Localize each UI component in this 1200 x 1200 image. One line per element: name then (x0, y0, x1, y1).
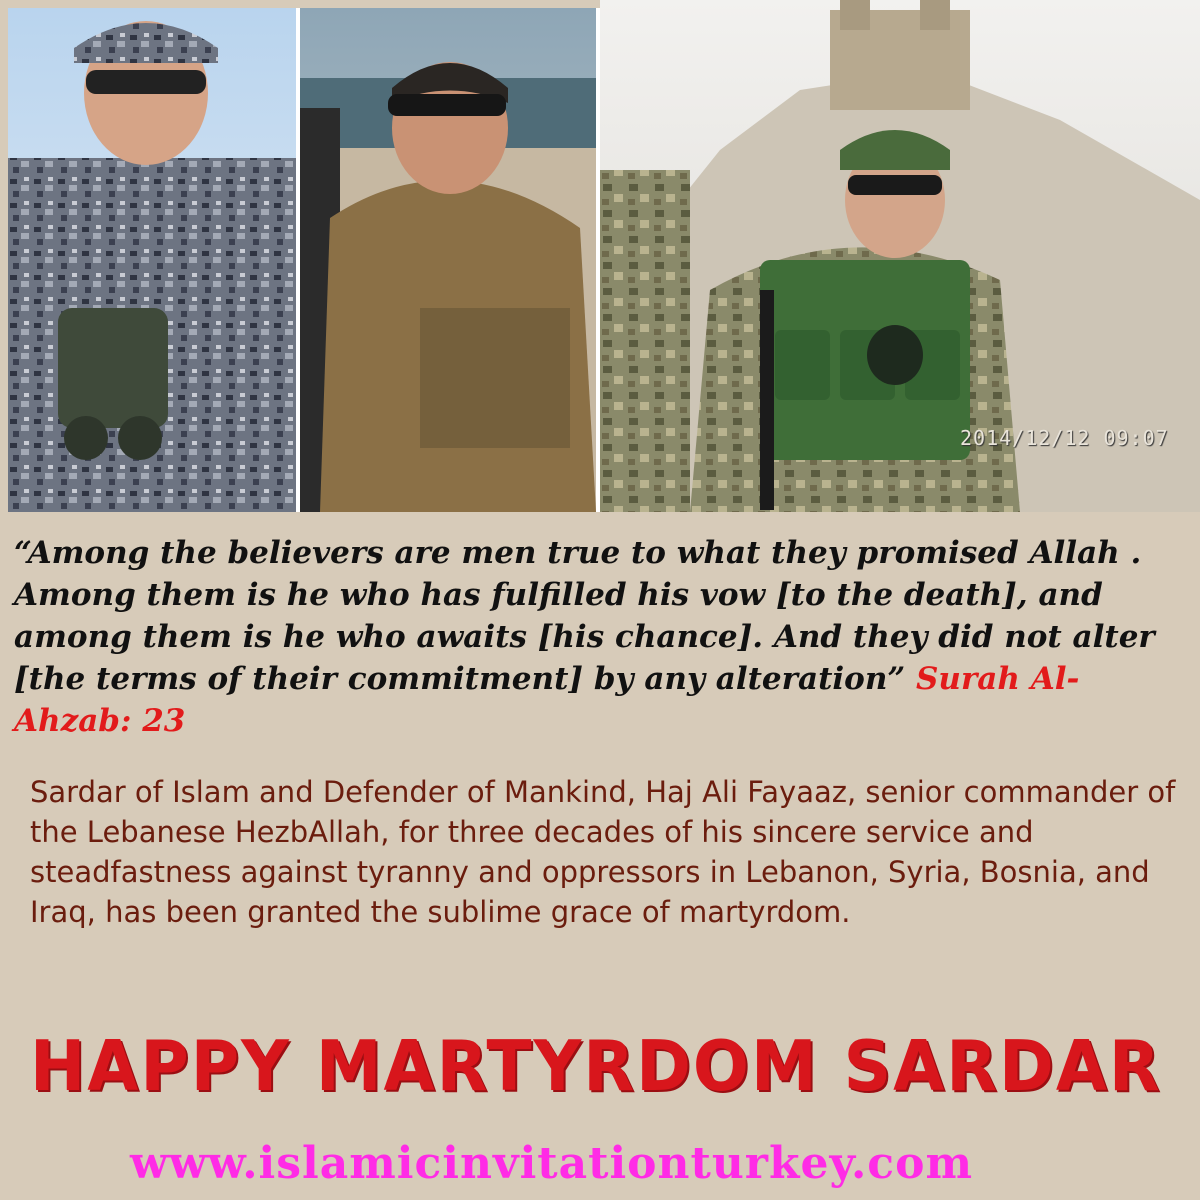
quote-reference: Surah Al-Ahzab: 23 (14, 661, 1080, 739)
website-url: www.islamicinvitationturkey.com (130, 1138, 974, 1189)
quran-quote (14, 532, 1190, 742)
photo-castle-field-portrait (600, 0, 1200, 512)
photo-timestamp: 2014/12/12 09:07 (960, 426, 1169, 450)
quote-text: “Among the believers are men true to what they promised Allah . Among them is he who has fulfilled his vow [to the death], and among them is he who awaits [his chance]. And they did not alter [the terms of their commitment] by any alteration” (14, 535, 1155, 697)
photo-collage (0, 0, 1200, 512)
photo-tan-jacket-portrait (300, 8, 600, 512)
tribute-description: Sardar of Islam and Defender of Mankind, Haj Ali Fayaaz, senior commander of the Lebanese HezbAllah, for three decades of his sincere service and steadfastness against tyranny and oppressors in Lebanon, Syria, Bosnia, and Iraq, has been granted the sublime grace of martyrdom. (30, 775, 1176, 929)
photo-blue-camo-portrait (8, 8, 300, 512)
headline: HAPPY MARTYRDOM SARDAR (30, 1026, 1162, 1107)
